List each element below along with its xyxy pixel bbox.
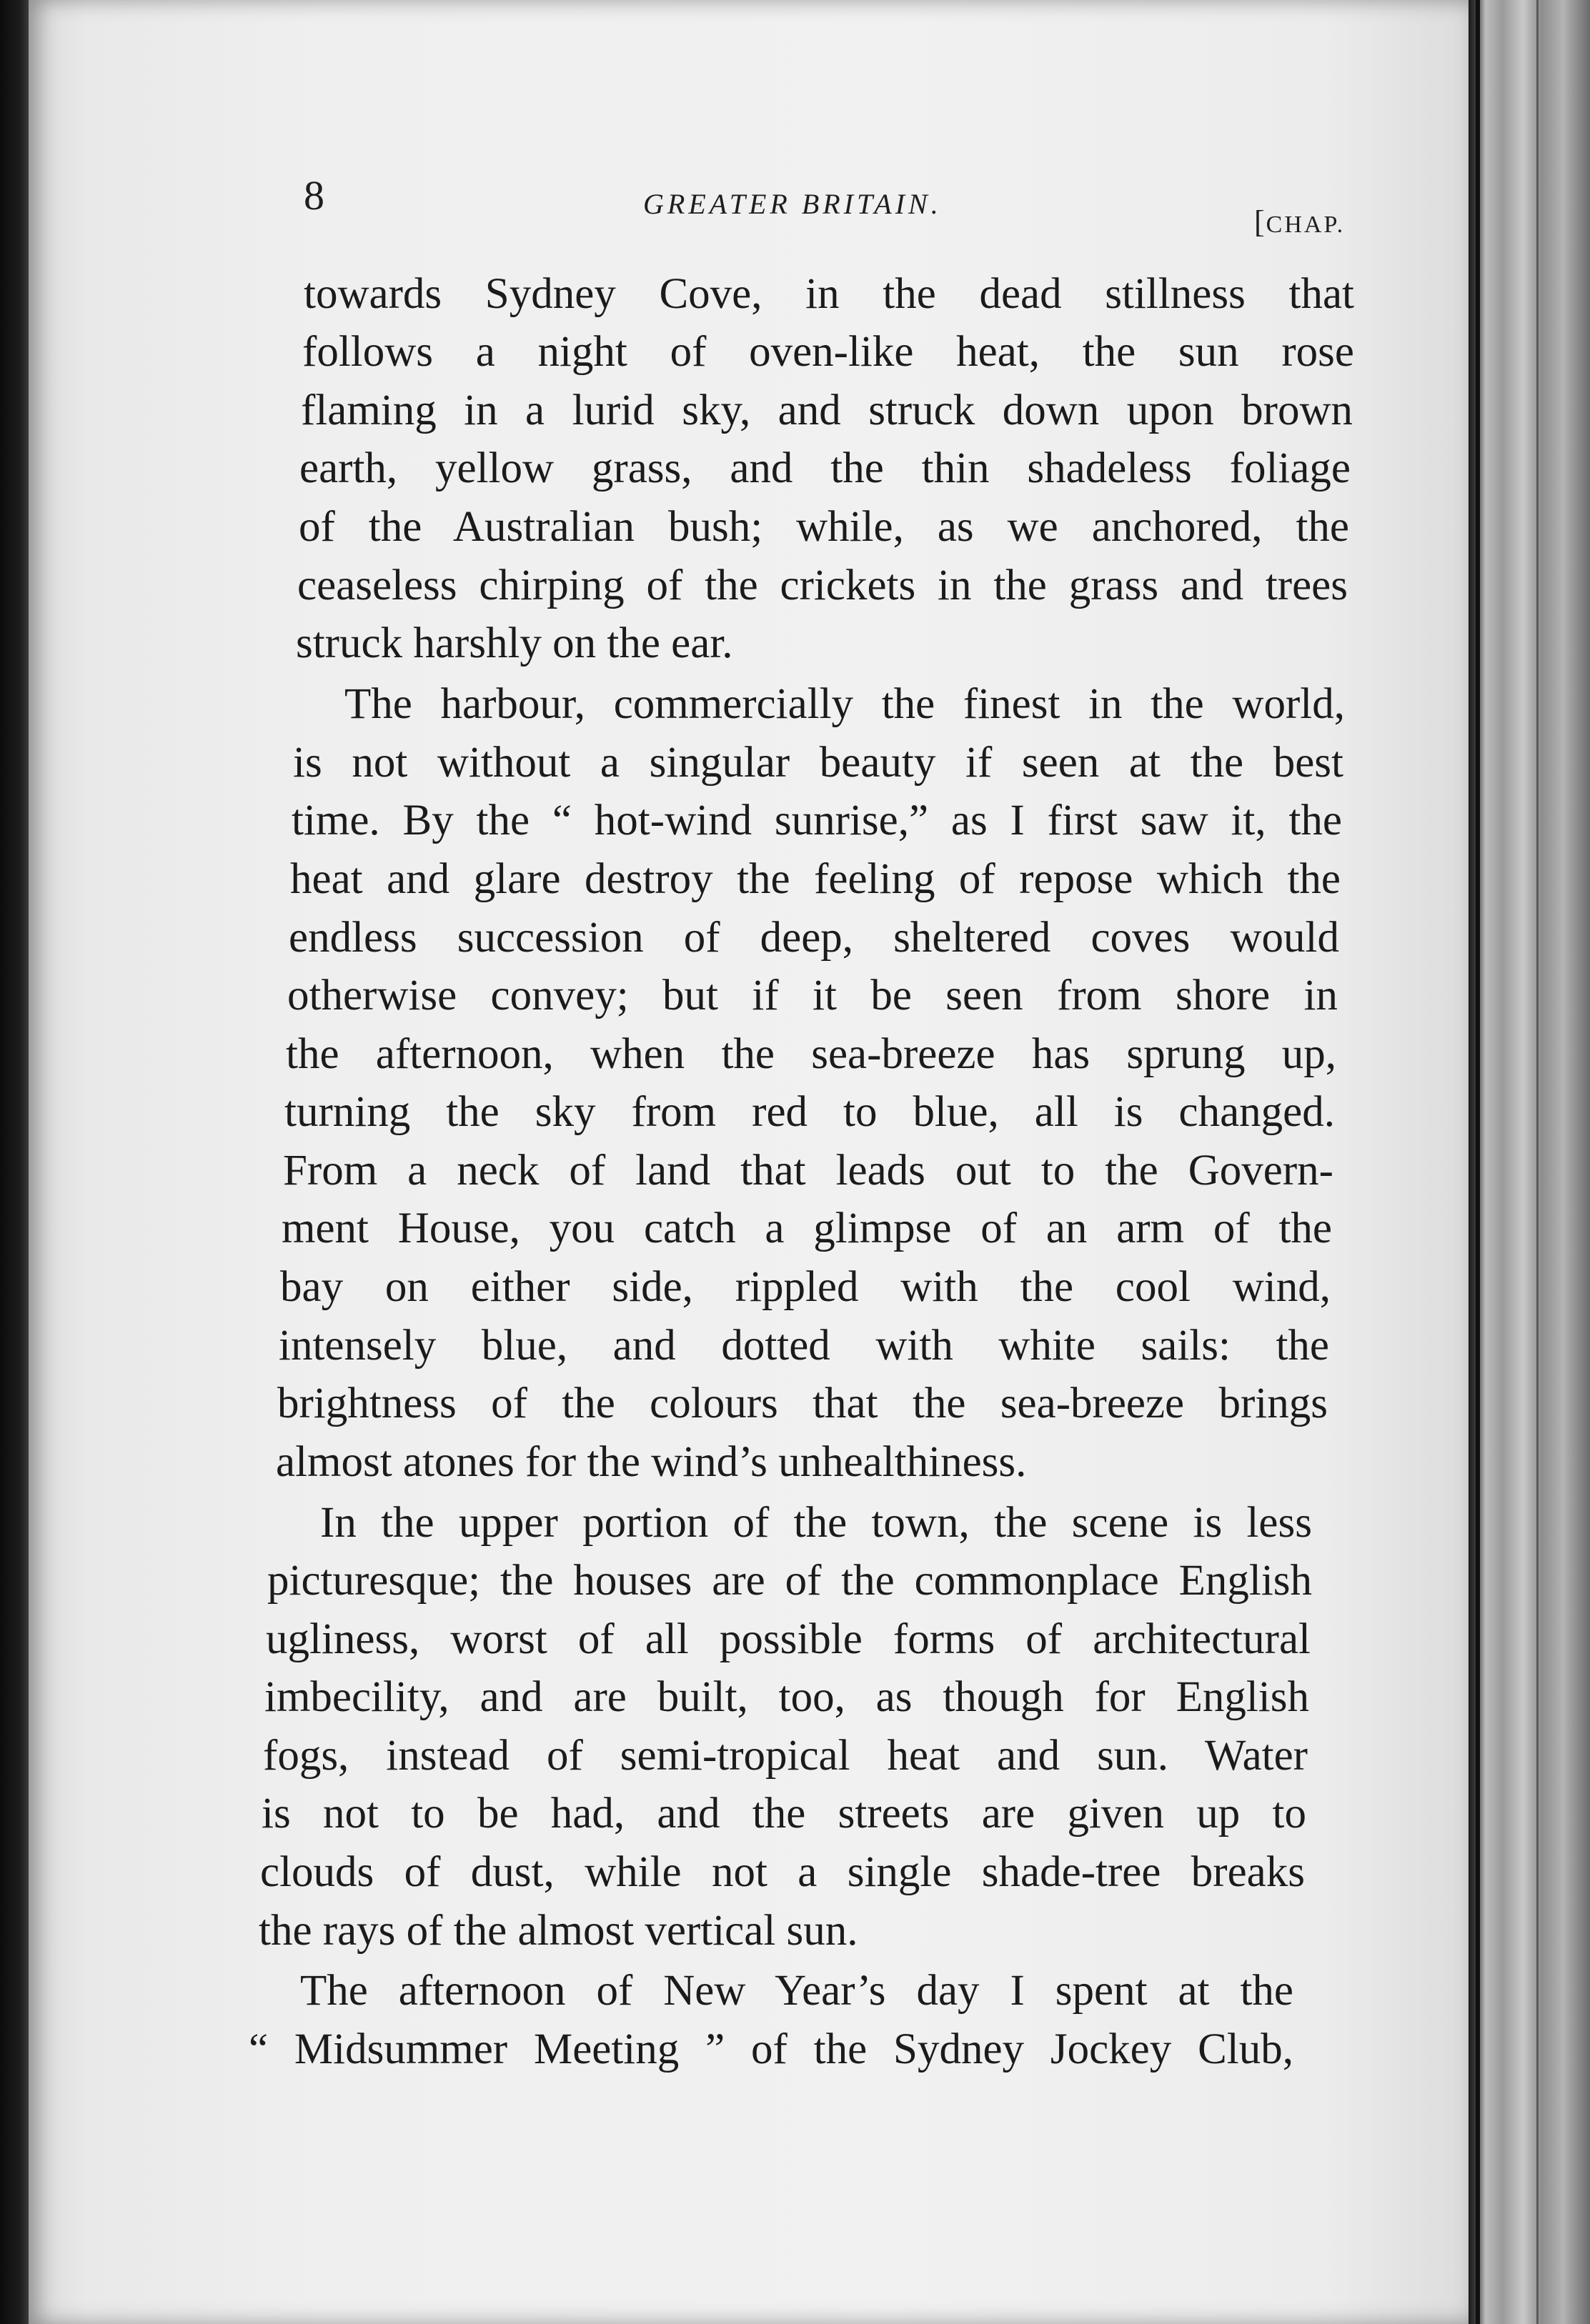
text-line: is not without a singular beauty if seen at the best xyxy=(293,739,1343,787)
text-line: the afternoon, when the sea-breeze has sprung up, xyxy=(286,1030,1336,1078)
text-line: imbecility, and are built, too, as though for English xyxy=(264,1673,1309,1721)
text-line: heat and glare destroy the feeling of repose which the xyxy=(290,855,1341,903)
text-line: otherwise convey; but if it be seen from shore in xyxy=(287,972,1338,1019)
text-line: In the upper portion of the town, the scene is less xyxy=(320,1499,1312,1547)
text-line: clouds of dust, while not a single shade-tree breaks xyxy=(260,1848,1305,1896)
text-line: is not to be had, and the streets are given up to xyxy=(262,1790,1306,1837)
text-line: struck harshly on the ear. xyxy=(296,619,733,667)
text-line: bay on either side, rippled with the cool wind, xyxy=(280,1263,1331,1311)
text-line: ment House, you catch a glimpse of an arm of the xyxy=(282,1205,1332,1252)
text-line: time. By the “ hot-wind sunrise,” as I first saw it, the xyxy=(292,797,1342,844)
text-line: ceaseless chirping of the crickets in the grass and trees xyxy=(297,562,1348,609)
text-line: turning the sky from red to blue, all is changed. xyxy=(284,1088,1335,1136)
chapter-label-text: CHAP. xyxy=(1266,211,1346,238)
chapter-bracket: [ xyxy=(1254,204,1266,239)
text-line: intensely blue, and dotted with white sails: the xyxy=(279,1322,1329,1370)
text-line: the rays of the almost vertical sun. xyxy=(259,1907,858,1955)
text-line: “ Midsummer Meeting ” of the Sydney Jockey Club, xyxy=(249,2025,1293,2073)
text-line: The afternoon of New Year’s day I spent at the xyxy=(300,1967,1293,2015)
text-line: ugliness, worst of all possible forms of architectural xyxy=(266,1615,1311,1663)
text-line: picturesque; the houses are of the commonplace English xyxy=(267,1557,1312,1605)
text-line: The harbour, commercially the finest in the world, xyxy=(344,680,1345,728)
text-line: of the Australian bush; while, as we anchored, the xyxy=(299,503,1349,551)
text-line: From a neck of land that leads out to the Govern- xyxy=(283,1147,1333,1195)
text-line: almost atones for the wind’s unhealthiness. xyxy=(276,1438,1027,1486)
text-line: flaming in a lurid sky, and struck down upon brown xyxy=(301,386,1353,434)
text-line: endless succession of deep, sheltered coves would xyxy=(289,914,1339,962)
text-line: earth, yellow grass, and the thin shadeless foliage xyxy=(299,444,1351,492)
text-line: follows a night of oven-like heat, the sun rose xyxy=(302,328,1354,376)
text-line: brightness of the colours that the sea-breeze brings xyxy=(277,1380,1328,1427)
page-number: 8 xyxy=(304,172,324,219)
text-line: fogs, instead of semi-tropical heat and sun. Water xyxy=(263,1732,1308,1780)
book-title: GREATER BRITAIN. xyxy=(643,188,942,220)
text-line: towards Sydney Cove, in the dead stillness that xyxy=(304,270,1354,318)
